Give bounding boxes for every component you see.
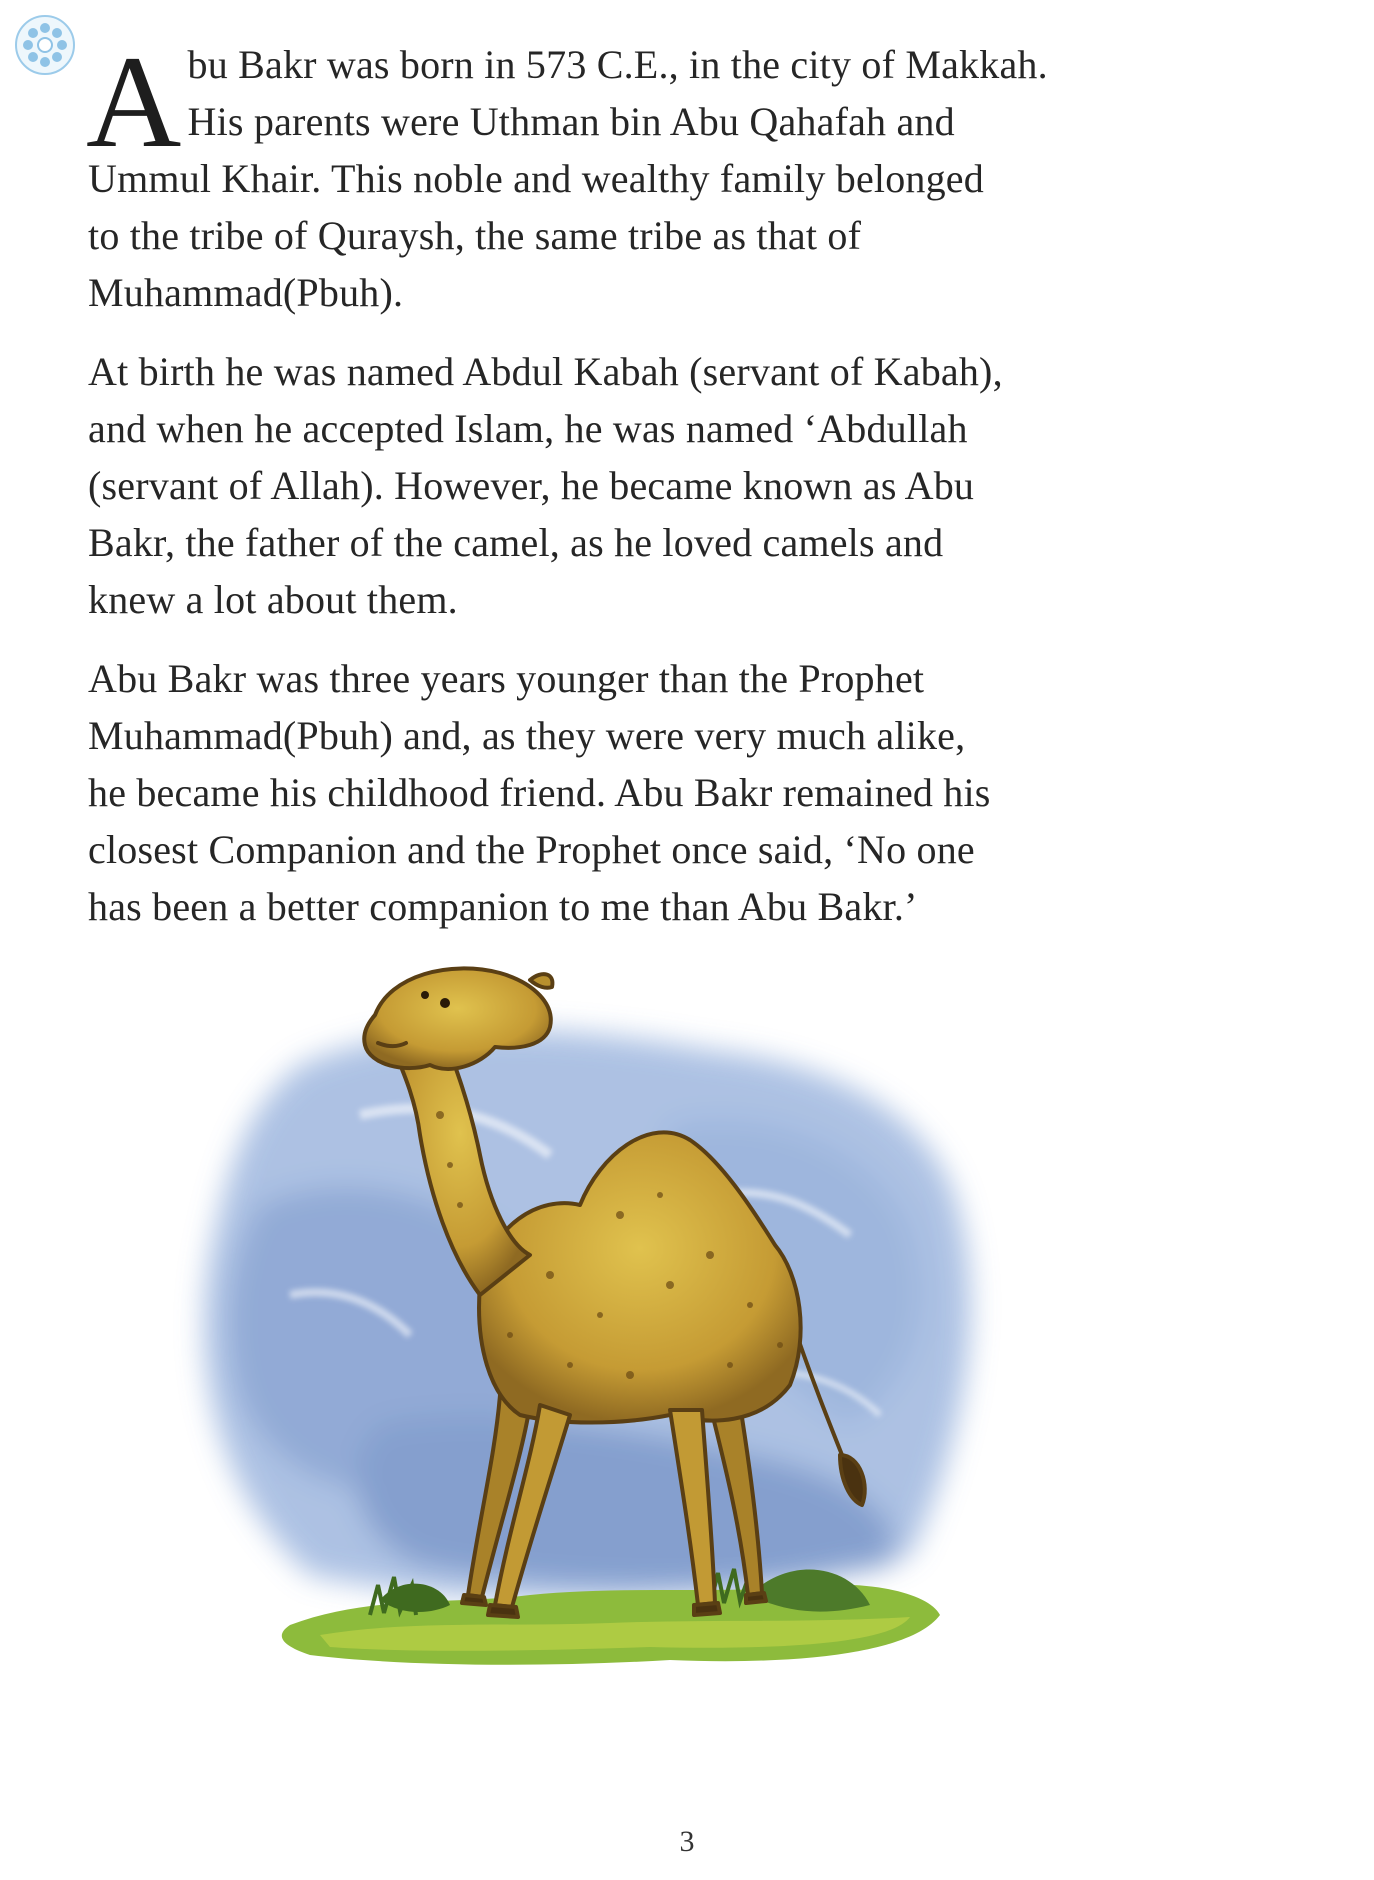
text-line: At birth he was named Abdul Kabah (servant of Kabah), xyxy=(88,349,1003,394)
text-line: knew a lot about them. xyxy=(88,577,458,622)
text-line: bu Bakr was born in 573 C.E., in the city of Makkah. xyxy=(187,42,1048,87)
text-line: Muhammad(Pbuh) and, as they were very much alike, xyxy=(88,713,966,758)
paragraph-1 xyxy=(86,28,1288,321)
text-line: closest Companion and the Prophet once said, ‘No one xyxy=(88,827,975,872)
text-line: Muhammad(Pbuh). xyxy=(88,270,404,315)
paragraph-2 xyxy=(88,343,1288,628)
flower-logo-icon xyxy=(14,14,76,76)
text-line: Ummul Khair. This noble and wealthy family belonged xyxy=(88,156,984,201)
text-line: Abu Bakr was three years younger than the Prophet xyxy=(88,656,925,701)
paragraph-3 xyxy=(88,650,1288,935)
text-line: His parents were Uthman bin Abu Qahafah and xyxy=(187,99,955,144)
camel-illustration xyxy=(150,955,1050,1715)
drop-cap: A xyxy=(86,28,182,175)
text-line: (servant of Allah). However, he became known as Abu xyxy=(88,463,975,508)
text-line: Bakr, the father of the camel, as he loved camels and xyxy=(88,520,944,565)
text-line: and when he accepted Islam, he was named ‘Abdullah xyxy=(88,406,968,451)
text-line: he became his childhood friend. Abu Bakr remained his xyxy=(88,770,991,815)
body-text xyxy=(86,28,1288,957)
text-line: has been a better companion to me than Abu Bakr.’ xyxy=(88,884,918,929)
page-number: 3 xyxy=(679,1825,695,1858)
text-line: to the tribe of Quraysh, the same tribe as that of xyxy=(88,213,862,258)
